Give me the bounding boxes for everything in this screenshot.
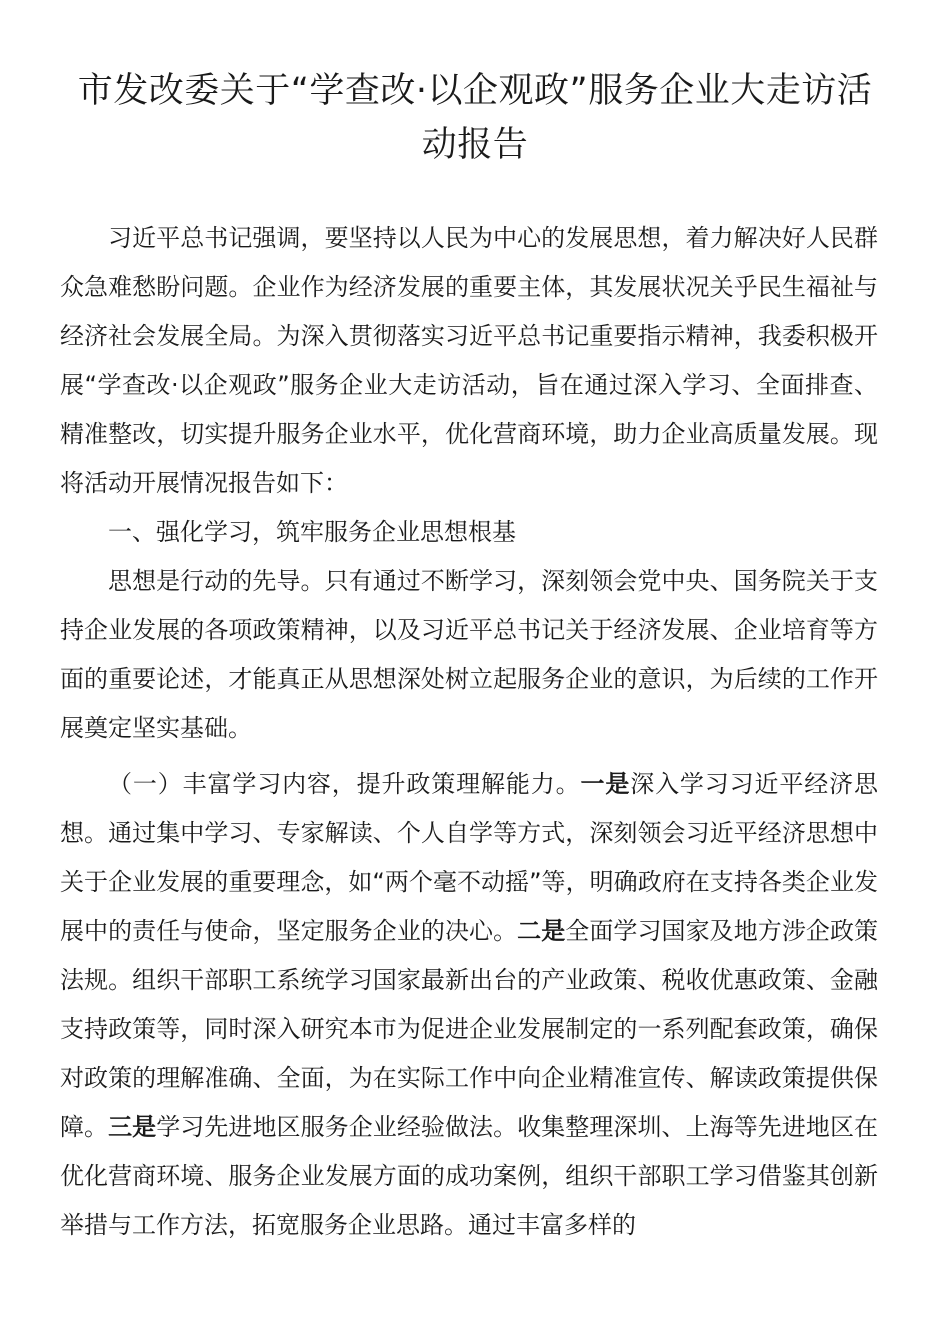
title-line-2: 动报告 xyxy=(421,125,529,165)
document-body xyxy=(60,214,878,1250)
lead-second: 二是 xyxy=(517,917,566,945)
thought-paragraph: 思想是行动的先导。只有通过不断学习，深刻领会党中央、国务院关于支持企业发展的各项政策精神，以及习近平总书记关于经济发展、企业培育等方面的重要论述，才能真正从思想深处树立起服务企业的意识，为后续的工作开展奠定坚实基础。 xyxy=(60,567,878,742)
section-heading: 一、强化学习，筑牢服务企业思想根基 xyxy=(108,518,516,546)
intro-paragraph: 习近平总书记强调，要坚持以人民为中心的发展思想，着力解决好人民群众急难愁盼问题。企业作为经济发展的重要主体，其发展状况关乎民生福祉与经济社会发展全局。为深入贯彻落实习近平总书记重要指示精神，我委积极开展“学查改·以企观政”服务企业大走访活动，旨在通过深入学习、全面排查、精准整改，切实提升服务企业水平，优化营商环境，助力企业高质量发展。现将活动开展情况报告如下： xyxy=(60,224,878,497)
point-first: 深入学习习近平经济思想。通过集中学习、专家解读、个人自学等方式，深刻领会习近平经济思想中关于企业发展的重要理念，如“两个毫不动摇”等，明确政府在支持各类企业发展中的责任与使命，坚定服务企业的决心。 xyxy=(60,770,879,945)
document-title xyxy=(40,64,910,172)
lead-third: 三是 xyxy=(108,1113,157,1141)
subsection-paragraph xyxy=(60,760,878,1250)
point-second: 全面学习国家及地方涉企政策法规。组织干部职工系统学习国家最新出台的产业政策、税收优惠政策、金融支持政策等，同时深入研究本市为促进企业发展制定的一系列配套政策，确保对政策的理解准确、全面，为在实际工作中向企业精准宣传、解读政策提供保障。 xyxy=(60,917,879,1141)
lead-first: 一是 xyxy=(580,770,631,798)
point-third: 学习先进地区服务企业经验做法。收集整理深圳、上海等先进地区在优化营商环境、服务企业发展方面的成功案例，组织干部职工学习借鉴其创新举措与工作方法，拓宽服务企业思路。通过丰富多样的 xyxy=(60,1113,879,1239)
title-line-1: 市发改委关于“学查改·以企观政”服务企业大走访活 xyxy=(77,71,873,111)
subsection-intro: （一）丰富学习内容，提升政策理解能力。 xyxy=(108,770,581,798)
